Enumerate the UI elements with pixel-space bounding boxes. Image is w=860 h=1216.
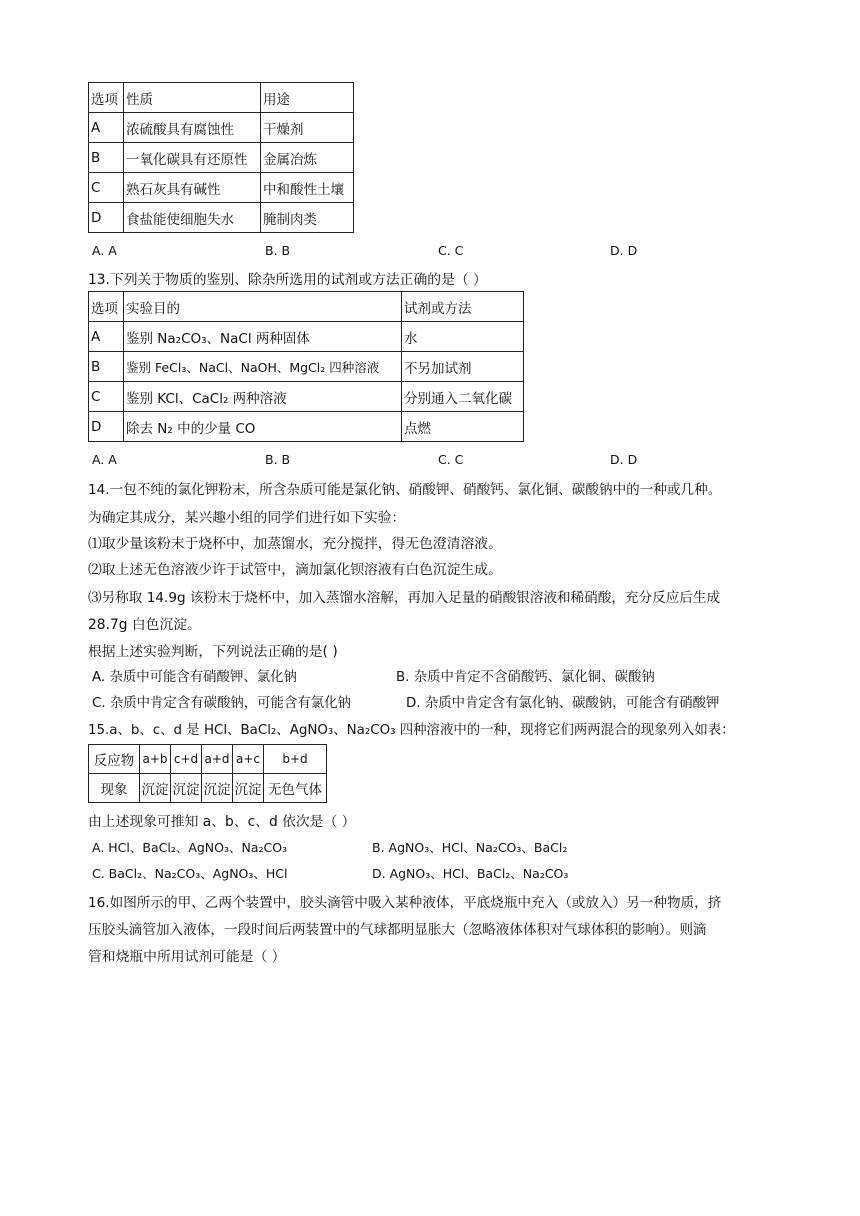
table-row xyxy=(89,322,524,352)
table-cell: A xyxy=(89,113,124,143)
table-cell: 分别通入二氧化碳 xyxy=(402,382,524,412)
question-16-line1: 16.如图所示的甲、乙两个装置中，胶头滴管中吸入某种液体，平底烧瓶中充入（或放入）另一种物质，挤 xyxy=(88,895,722,911)
question-14-stem-line2: 为确定其成分，某兴趣小组的同学们进行如下实验： xyxy=(88,510,406,526)
table-cell: 无色气体 xyxy=(264,774,327,803)
table-row xyxy=(89,203,354,233)
option-c[interactable]: C. C xyxy=(438,452,464,467)
question-16-line2: 压胶头滴管加入液体，一段时间后两装置中的气球都明显胀大（忽略液体体积对气球体积的影响）。则滴 xyxy=(88,922,707,938)
table-cell: D xyxy=(89,412,124,442)
table-cell: 干燥剂 xyxy=(261,113,354,143)
table-row xyxy=(89,143,354,173)
table-cell: 沉淀 xyxy=(140,774,171,803)
table-header-cell: c+d xyxy=(171,745,202,774)
table-header-cell: a+c xyxy=(233,745,264,774)
table-cell: 腌制肉类 xyxy=(261,203,354,233)
table-cell: 鉴别 KCl、CaCl₂ 两种溶液 xyxy=(124,382,402,412)
table-cell: C xyxy=(89,382,124,412)
table-cell: D xyxy=(89,203,124,233)
table-cell: 浓硫酸具有腐蚀性 xyxy=(124,113,261,143)
table-cell: 水 xyxy=(402,322,524,352)
option-a[interactable]: A. 杂质中可能含有硝酸钾、氯化钠 xyxy=(92,670,297,685)
option-d[interactable]: D. 杂质中肯定含有氯化钠、碳酸钠，可能含有硝酸钾 xyxy=(406,696,720,711)
option-b[interactable]: B. AgNO₃、HCl、Na₂CO₃、BaCl₂ xyxy=(372,840,568,855)
option-a[interactable]: A. HCl、BaCl₂、AgNO₃、Na₂CO₃ xyxy=(92,840,288,855)
question-14-question: 根据上述实验判断，下列说法正确的是( ) xyxy=(88,644,338,660)
table-cell: 食盐能使细胞失水 xyxy=(124,203,261,233)
option-a[interactable]: A. A xyxy=(92,243,117,258)
table-cell: B xyxy=(89,352,124,382)
table-cell: 鉴别 FeCl₃、NaCl、NaOH、MgCl₂ 四种溶液 xyxy=(124,352,402,382)
question-14-step1: ⑴取少量该粉末于烧杯中，加蒸馏水，充分搅拌，得无色澄清溶液。 xyxy=(88,536,502,552)
option-b[interactable]: B. B xyxy=(265,243,291,258)
table-header-row xyxy=(89,745,327,774)
question-14-step3-line2: 28.7g 白色沉淀。 xyxy=(88,617,201,633)
table-cell: 现象 xyxy=(89,774,140,803)
question-15-stem: 15.a、b、c、d 是 HCl、BaCl₂、AgNO₃、Na₂CO₃ 四种溶液中的一种，现将它们两两混合的现象列入如表： xyxy=(88,723,735,738)
table-row xyxy=(89,774,327,803)
table-header-row xyxy=(89,292,524,322)
question-15-question: 由上述现象可推知 a、b、c、d 依次是（ ） xyxy=(88,814,356,830)
table-header-cell: 试剂或方法 xyxy=(402,292,524,322)
table-cell: 沉淀 xyxy=(171,774,202,803)
table-header-cell: 实验目的 xyxy=(124,292,402,322)
table-header-cell: 选项 xyxy=(89,83,124,113)
table-cell: 中和酸性土壤 xyxy=(261,173,354,203)
q15-table xyxy=(88,744,327,803)
table-header-cell: 用途 xyxy=(261,83,354,113)
question-14-step3-line1: ⑶另称取 14.9g 该粉末于烧杯中，加入蒸馏水溶解，再加入足量的硝酸银溶液和稀硝酸，充分反应后生成 xyxy=(88,590,721,606)
table-cell: 不另加试剂 xyxy=(402,352,524,382)
question-14-stem-line1: 14.一包不纯的氯化钾粉末，所含杂质可能是氯化钠、硝酸钾、硝酸钙、氯化铜、碳酸钠中的一种或几种。 xyxy=(88,482,722,498)
table-cell: B xyxy=(89,143,124,173)
table-row xyxy=(89,113,354,143)
table-cell: 点燃 xyxy=(402,412,524,442)
table-header-cell: a+d xyxy=(202,745,233,774)
table-header-cell: a+b xyxy=(140,745,171,774)
table-cell: 一氧化碳具有还原性 xyxy=(124,143,261,173)
table-cell: 沉淀 xyxy=(202,774,233,803)
option-c[interactable]: C. BaCl₂、Na₂CO₃、AgNO₃、HCl xyxy=(92,866,288,881)
question-16-line3: 管和烧瓶中所用试剂可能是（ ） xyxy=(88,949,286,965)
table-header-cell: 性质 xyxy=(124,83,261,113)
q12-table xyxy=(88,82,354,233)
option-c[interactable]: C. C xyxy=(438,243,464,258)
table-header-cell: 反应物 xyxy=(89,745,140,774)
table-row xyxy=(89,382,524,412)
table-cell: 沉淀 xyxy=(233,774,264,803)
table-cell: A xyxy=(89,322,124,352)
q13-table xyxy=(88,291,524,442)
question-13-stem: 13.下列关于物质的鉴别、除杂所选用的试剂或方法正确的是（ ） xyxy=(88,272,487,288)
option-b[interactable]: B. 杂质中肯定不含硝酸钙、氯化铜、碳酸钠 xyxy=(396,670,655,685)
option-d[interactable]: D. AgNO₃、HCl、BaCl₂、Na₂CO₃ xyxy=(372,866,569,881)
table-row xyxy=(89,412,524,442)
table-row xyxy=(89,352,524,382)
table-cell: C xyxy=(89,173,124,203)
option-a[interactable]: A. A xyxy=(92,452,117,467)
question-14-step2: ⑵取上述无色溶液少许于试管中，滴加氯化钡溶液有白色沉淀生成。 xyxy=(88,562,502,578)
option-d[interactable]: D. D xyxy=(610,243,638,258)
table-cell: 熟石灰具有碱性 xyxy=(124,173,261,203)
option-b[interactable]: B. B xyxy=(265,452,291,467)
option-d[interactable]: D. D xyxy=(610,452,638,467)
table-cell: 金属冶炼 xyxy=(261,143,354,173)
table-cell: 鉴别 Na₂CO₃、NaCl 两种固体 xyxy=(124,322,402,352)
option-c[interactable]: C. 杂质中肯定含有碳酸钠，可能含有氯化钠 xyxy=(92,696,351,711)
table-header-row xyxy=(89,83,354,113)
table-cell: 除去 N₂ 中的少量 CO xyxy=(124,412,402,442)
table-header-cell: b+d xyxy=(264,745,327,774)
table-row xyxy=(89,173,354,203)
table-header-cell: 选项 xyxy=(89,292,124,322)
